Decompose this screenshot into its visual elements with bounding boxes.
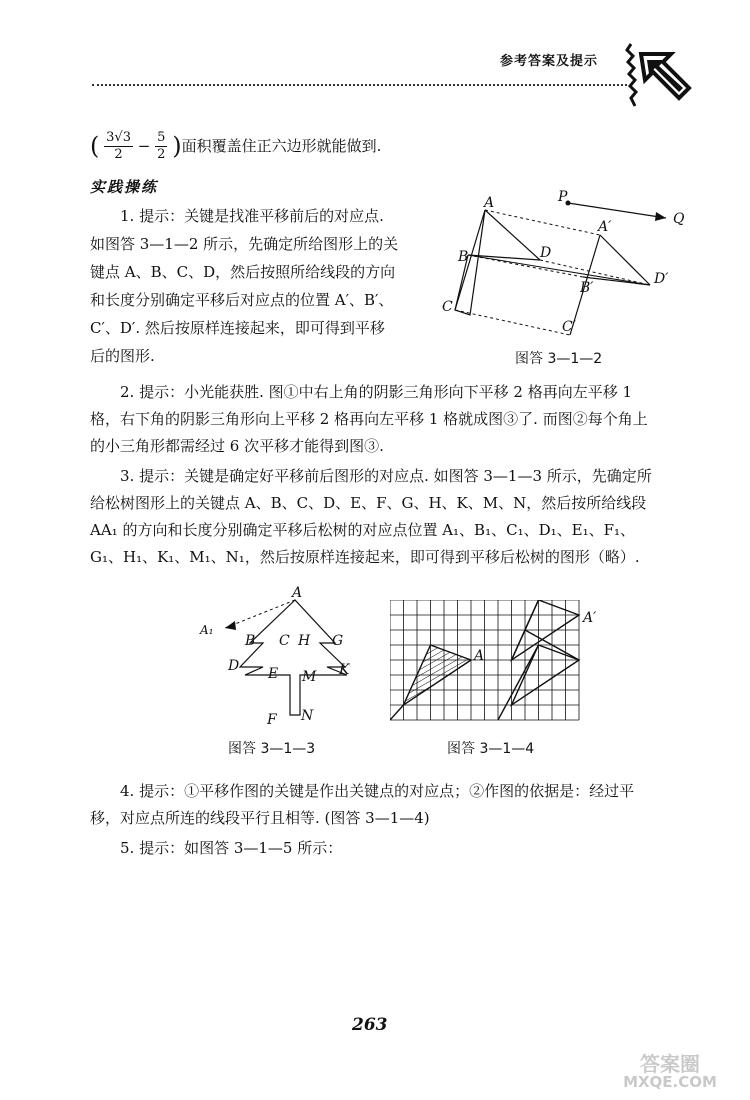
fig4-label-A: A	[474, 648, 485, 664]
caption-3-1-3: 图答 3—1—3	[228, 741, 316, 757]
fig2-label-B: B	[458, 249, 469, 265]
paren-close: )	[172, 132, 182, 160]
arrow-icon	[625, 40, 695, 110]
minus-sign: −	[137, 137, 151, 155]
watermark-logo	[600, 1052, 740, 1095]
fig3-label-G: G	[332, 633, 344, 649]
running-header: 参考答案及提示	[500, 54, 599, 69]
fig3-label-A: A	[292, 585, 303, 601]
fraction-2	[155, 130, 167, 163]
fig3-label-D: D	[228, 658, 240, 674]
caption-3-1-2: 图答 3—1—2	[515, 351, 603, 367]
fraction-1	[104, 130, 133, 163]
fig3-label-H: H	[298, 633, 311, 649]
fraction-1-denominator: 2	[114, 147, 123, 162]
fig3-label-C: C	[279, 633, 290, 649]
paren-open: (	[90, 132, 100, 160]
paragraph-3: 3. 提示：关键是确定好平移前后图形的对应点. 如图答 3—1—3 所示，先确定所给松树图形上的关键点 A、B、C、D、E、F、G、H、K、M、N，然后按所给线段 AA₁ 的方向和长度分别确定平移后松树的对应点位置 A₁、B₁、C₁、D₁、E₁、F₁、G₁、H₁、K₁、M₁、N₁，然后按原样连接起来，即可得到平移后松树的图形（略）.	[90, 467, 652, 566]
header-rule	[92, 84, 627, 86]
page-number: 263	[352, 1015, 388, 1035]
p1-line-3: 键点 A、B、C、D，然后按照所给线段的方向	[90, 263, 396, 281]
p1-line-2: 如图答 3—1—2 所示，先确定所给图形上的关	[90, 235, 399, 253]
figure-3-1-2	[440, 185, 700, 345]
fig2-label-B-prime: B′	[580, 280, 594, 296]
fraction-2-numerator: 5	[157, 130, 166, 145]
fig2-label-C: C	[442, 299, 453, 315]
p1-line-6: 后的图形.	[90, 347, 155, 365]
fig3-label-F: F	[267, 712, 277, 728]
fig2-label-P: P	[558, 189, 568, 205]
fig2-label-Q: Q	[673, 211, 685, 227]
caption-3-1-4: 图答 3—1—4	[447, 741, 535, 757]
fig3-label-N: N	[301, 708, 314, 724]
watermark-line-1: 答案圈	[640, 1052, 700, 1076]
fraction-1-numerator: 3√3	[106, 130, 131, 145]
fig2-label-D-prime: D′	[654, 271, 669, 287]
p1-line-4: 和长度分别确定平移后对应点的位置 A′、B′、	[90, 291, 394, 309]
p1-line-5: C′、D′. 然后按原样连接起来，即可得到平移	[90, 319, 385, 337]
fig2-label-D: D	[540, 245, 552, 261]
fig3-label-K: K	[339, 662, 350, 678]
paragraph-4: 4. 提示：①平移作图的关键是作出关键点的对应点；②作图的依据是：经过平移，对应点所连的线段平行且相等. (图答 3—1—4)	[90, 782, 635, 827]
figure-3-1-3	[195, 585, 365, 730]
fig2-label-A: A	[484, 195, 495, 211]
section-title: 实践操练	[90, 178, 159, 196]
formula-line	[90, 130, 381, 163]
fig2-label-A-prime: A′	[598, 219, 612, 235]
fig2-label-C-prime: C′	[562, 319, 576, 335]
figure-3-1-4	[390, 600, 620, 725]
p1-line-1: 1. 提示：关键是找准平移前后的对应点.	[120, 207, 384, 225]
paragraph-2: 2. 提示：小光能获胜. 图①中右上角的阴影三角形向下平移 2 格再向左平移 1 格，右下角的阴影三角形向上平移 2 格再向左平移 1 格就成图③了. 而图②每个角上的小三角形都需经过 6 次平移才能得到图③.	[90, 383, 648, 455]
formula-tail: 面积覆盖住正六边形就能做到.	[181, 137, 382, 155]
fig3-label-E: E	[268, 666, 279, 682]
fig3-label-A1: A₁	[200, 623, 214, 637]
paragraph-5: 5. 提示：如图答 3—1—5 所示：	[120, 839, 343, 857]
fig4-label-A-prime: A′	[583, 610, 597, 626]
fraction-2-denominator: 2	[157, 147, 166, 162]
fig3-label-M: M	[302, 669, 317, 685]
watermark-line-2: MXQE.COM	[623, 1073, 717, 1091]
fig3-label-B: B	[245, 633, 256, 649]
